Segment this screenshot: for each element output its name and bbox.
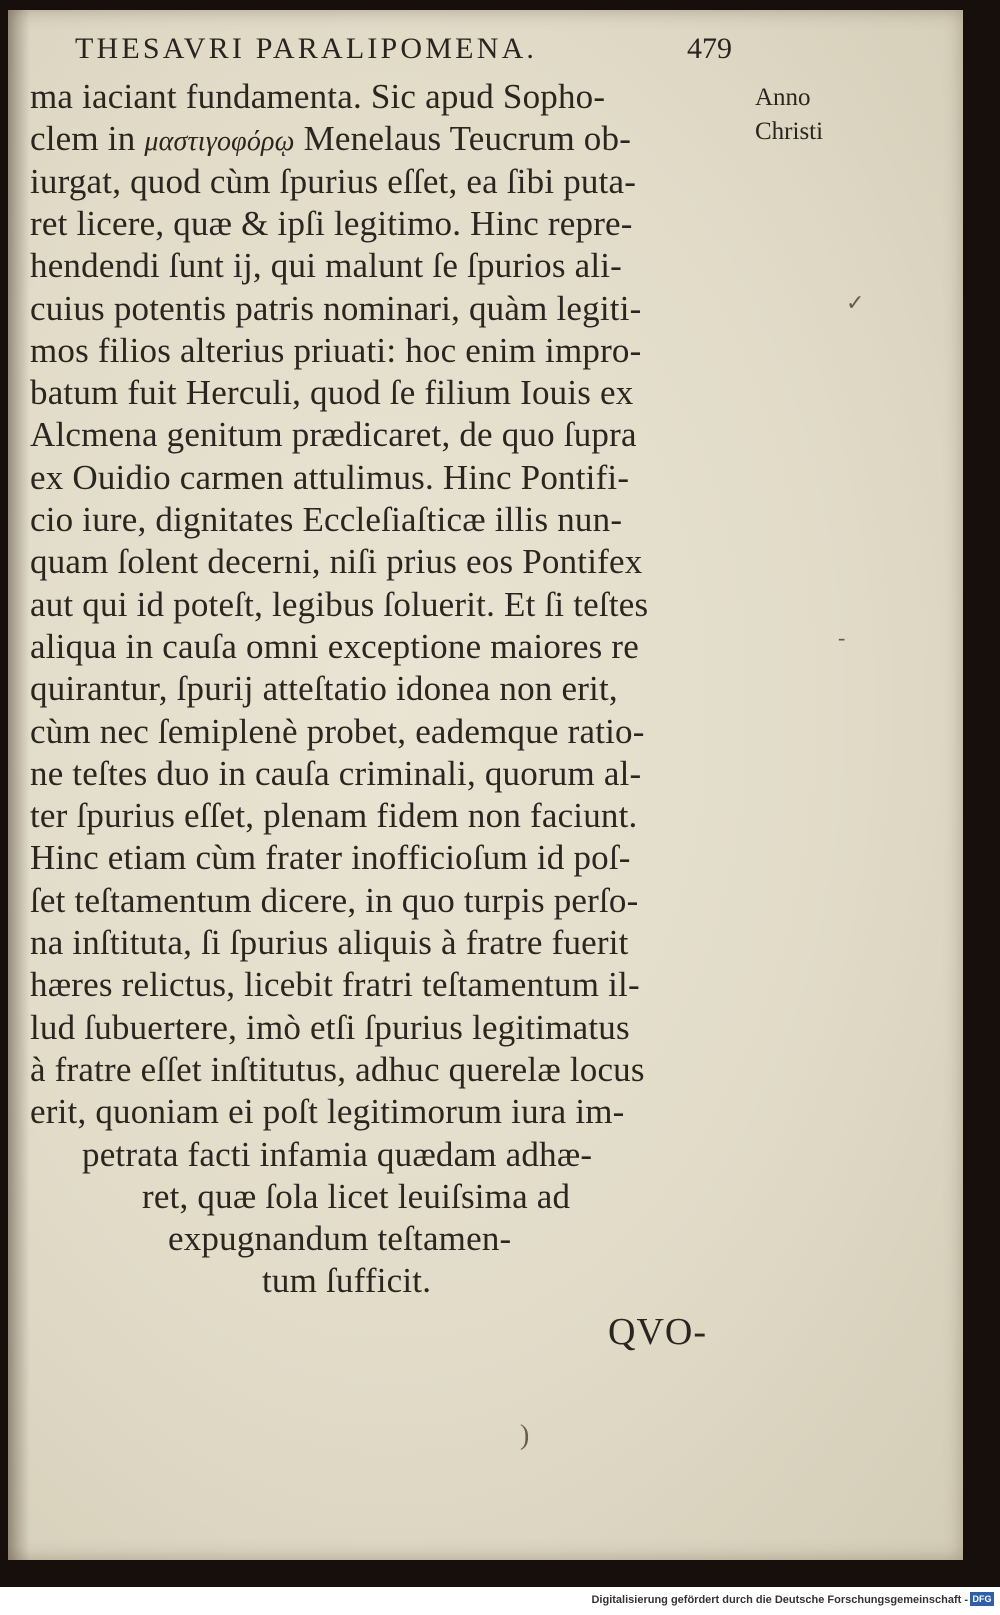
text-line: ex Ouidio carmen attulimus. Hinc Pontifi- — [30, 457, 630, 497]
text-line: lud ſubuertere, imò etſi ſpurius legitimatus — [30, 1007, 630, 1047]
text-line: à fratre eſſet inſtitutus, adhuc querelæ locus — [30, 1049, 645, 1089]
text-line: quirantur, ſpurij atteſtatio idonea non erit, — [30, 669, 618, 709]
greek-word: μαστιγοφόρῳ — [144, 126, 295, 158]
ink-mark: ) — [520, 1420, 530, 1451]
ink-mark: - — [838, 625, 846, 650]
running-title: THESAVRI PARALIPOMENA. — [75, 32, 538, 65]
footer-bar — [0, 1587, 1000, 1615]
funding-credit: Digitalisierung gefördert durch die Deutsche Forschungsgemeinschaft - — [591, 1594, 968, 1606]
text-line: ma iaciant fundamenta. Sic apud Sopho- — [30, 77, 606, 116]
dfg-logo-icon: DFG — [970, 1592, 994, 1606]
text-line: Hinc etiam cùm frater inofficioſum id poſ- — [30, 838, 631, 878]
text-line: cùm nec ſemiplenè probet, eademque ratio- — [30, 711, 645, 751]
marginal-note-anno: Anno — [755, 84, 811, 111]
text-line: mos filios alterius priuati: hoc enim impro- — [30, 330, 642, 370]
text-line: iurgat, quod cùm ſpurius eſſet, ea ſibi puta- — [30, 161, 637, 201]
text-line: aliqua in cauſa omni exceptione maiores re — [30, 626, 639, 666]
text-line: ter ſpurius eſſet, plenam fidem non faciunt. — [30, 796, 638, 836]
text-line: tum ſufficit. — [262, 1261, 432, 1301]
text-line: Alcmena genitum prædicaret, de quo ſupra — [30, 415, 637, 455]
text-line: clem in μαστιγοφόρῳ Menelaus Teucrum ob- — [30, 119, 632, 159]
text-line: na inſtituta, ſi ſpurius aliquis à fratre fuerit — [30, 923, 629, 962]
text-line: ne teſtes duo in cauſa criminali, quorum al- — [30, 753, 642, 793]
page-number: 479 — [687, 32, 732, 65]
text-line: erit, quoniam ei poſt legitimorum iura im- — [30, 1092, 625, 1132]
text-line: hæres relictus, licebit fratri teſtamentum il- — [30, 965, 640, 1005]
text-line: cuius potentis patris nominari, quàm legiti- — [30, 288, 642, 328]
page-gutter-shadow — [8, 10, 30, 1560]
text-line: cio iure, dignitates Eccleſiaſticæ illis nun- — [30, 500, 623, 539]
text-line: ret licere, quæ & ipſi legitimo. Hinc repre- — [30, 203, 633, 243]
text-line: ret, quæ ſola licet leuiſsima ad — [142, 1176, 571, 1216]
text-line: ſet teſtamentum dicere, in quo turpis perſo- — [30, 880, 639, 920]
text-line: aut qui id poteſt, legibus ſoluerit. Et ſi teſtes — [30, 584, 649, 624]
ink-mark: ✓ — [846, 290, 865, 315]
text-line: petrata facti infamia quædam adhæ- — [82, 1134, 593, 1174]
text-line: quam ſolent decerni, niſi prius eos Pontifex — [30, 542, 643, 582]
text-line: batum fuit Herculi, quod ſe filium Iouis ex — [30, 373, 634, 413]
catchword: QVO- — [608, 1311, 707, 1353]
text-line: expugnandum teſtamen- — [168, 1219, 512, 1259]
marginal-note-christi: Christi — [755, 118, 824, 145]
text-line: hendendi ſunt ij, qui malunt ſe ſpurios ali- — [30, 246, 623, 286]
